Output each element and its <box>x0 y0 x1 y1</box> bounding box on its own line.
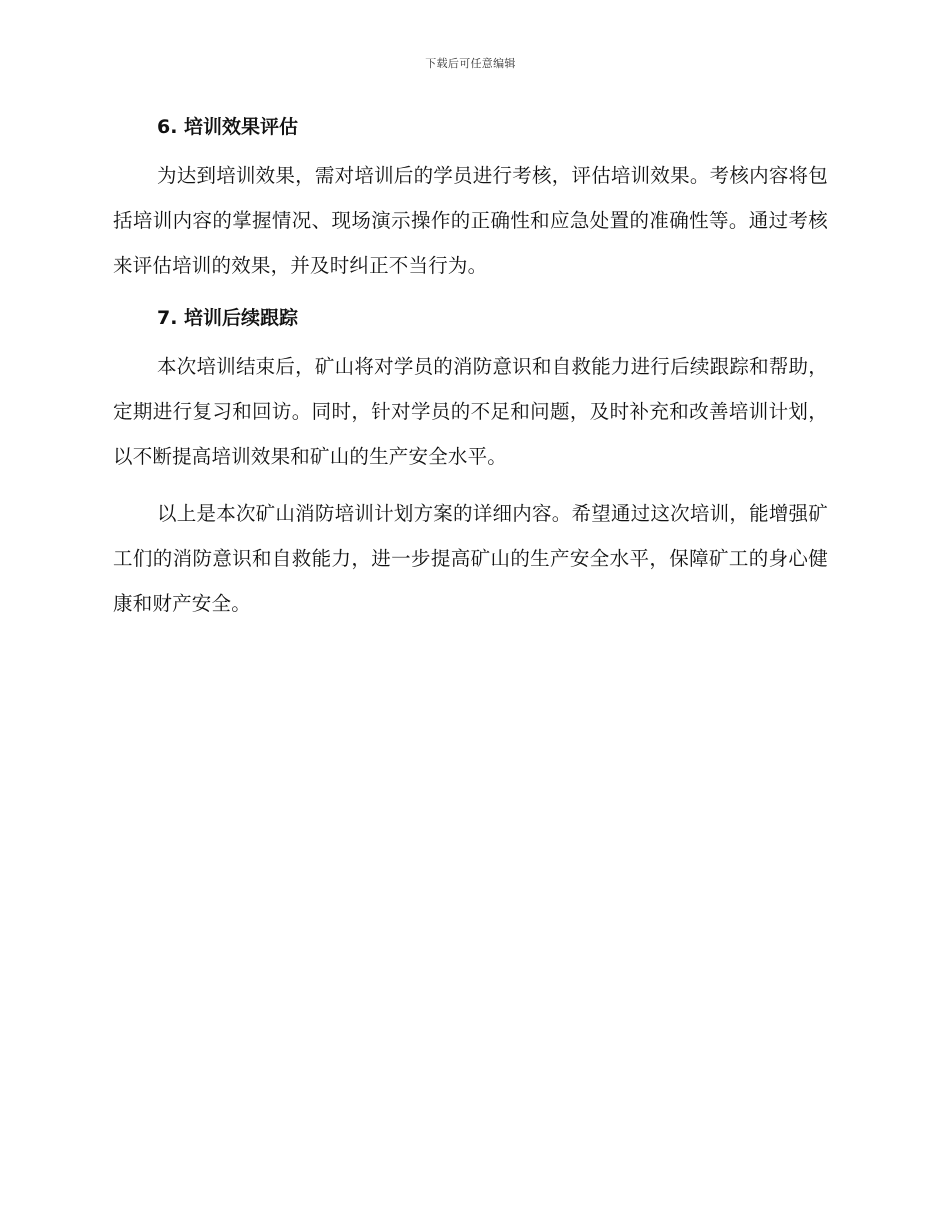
section-paragraph: 为达到培训效果，需对培训后的学员进行考核，评估培训效果。考核内容将包括培训内容的掌握情况、现场演示操作的正确性和应急处置的准确性等。通过考核来评估培训的效果，并及时纠正不当行为。 <box>113 164 828 277</box>
section-heading: 7. 培训后续跟踪 <box>157 307 299 329</box>
section-paragraph: 本次培训结束后，矿山将对学员的消防意识和自救能力进行后续跟踪和帮助，定期进行复习和回访。同时，针对学员的不足和问题，及时补充和改善培训计划，以不断提高培训效果和矿山的生产安全水平。 <box>113 355 828 468</box>
section-heading: 6. 培训效果评估 <box>157 116 299 138</box>
section-7 <box>113 304 828 479</box>
page-header: 下载后可任意编辑 <box>425 57 516 70</box>
section-6 <box>113 113 828 288</box>
conclusion-paragraph: 以上是本次矿山消防培训计划方案的详细内容。希望通过这次培训，能增强矿工们的消防意识和自救能力，进一步提高矿山的生产安全水平，保障矿工的身心健康和财产安全。 <box>113 502 828 615</box>
